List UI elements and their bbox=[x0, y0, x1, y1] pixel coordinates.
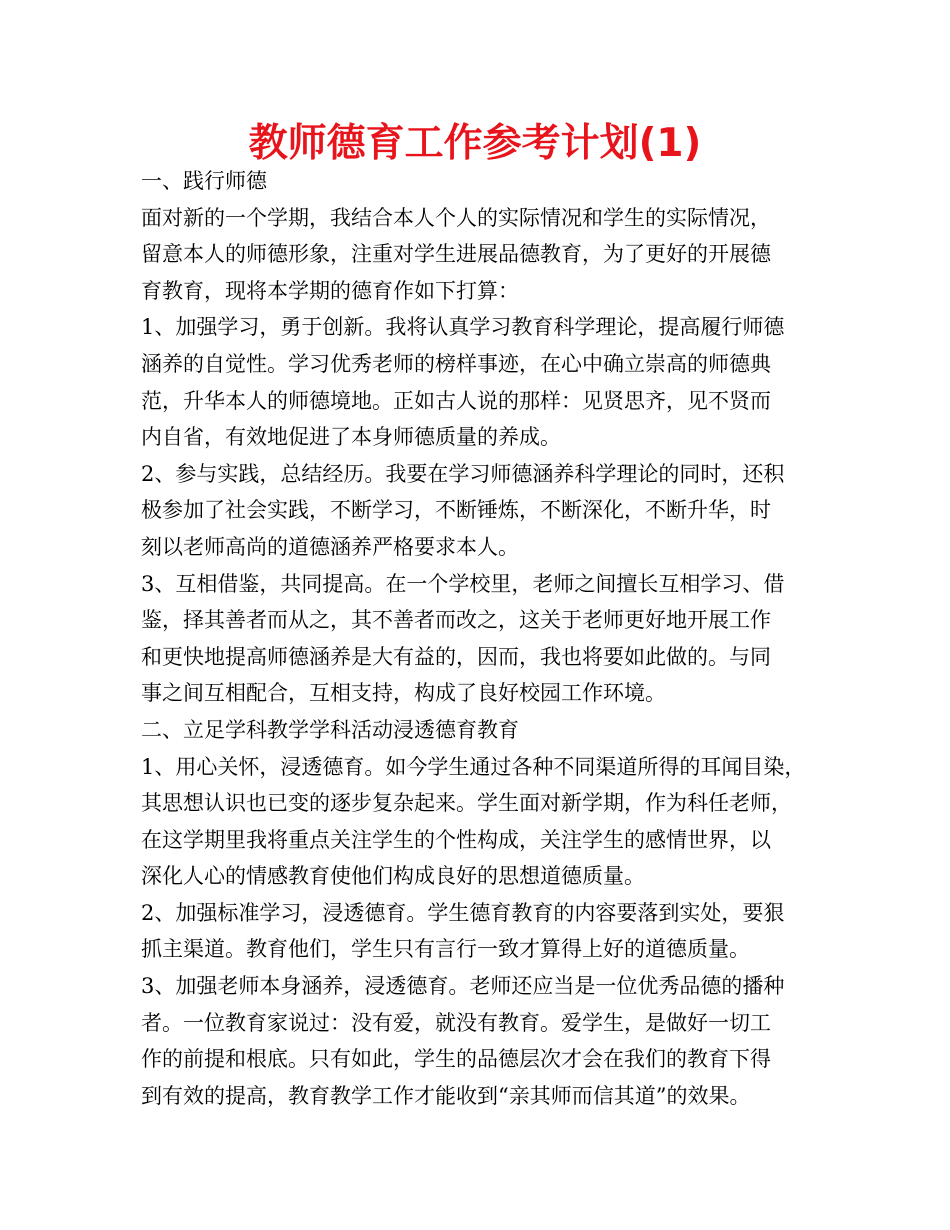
paragraph-line: 育教育，现将本学期的德育作如下打算： bbox=[141, 278, 519, 303]
paragraph-line: 范，升华本人的师德境地。正如古人说的那样：见贤思齐，见不贤而 bbox=[141, 388, 771, 413]
paragraph-line: 其思想认识也已变的逐步复杂起来。学生面对新学期，作为科任老师， bbox=[141, 791, 792, 816]
paragraph-line: 抓主渠道。教育他们，学生只有言行一致才算得上好的道德质量。 bbox=[141, 937, 750, 962]
paragraph-line: 内自省，有效地促进了本身师德质量的养成。 bbox=[141, 425, 561, 450]
paragraph-line: 3、互相借鉴，共同提高。在一个学校里，老师之间擅长互相学习、借 bbox=[141, 571, 785, 596]
document-title: 教师德育工作参考计划(1) bbox=[248, 121, 702, 166]
paragraph-line: 作的前提和根底。只有如此，学生的品德层次才会在我们的教育下得 bbox=[141, 1047, 771, 1072]
paragraph-line: 极参加了社会实践，不断学习，不断锤炼，不断深化，不断升华，时 bbox=[141, 498, 771, 523]
paragraph-line: 事之间互相配合，互相支持，构成了良好校园工作环境。 bbox=[141, 681, 666, 706]
paragraph-line: 到有效的提高，教育教学工作才能收到“亲其师而信其道”的效果。 bbox=[141, 1083, 751, 1108]
paragraph-line: 2、加强标准学习，浸透德育。学生德育教育的内容要落到实处，要狠 bbox=[141, 900, 785, 925]
paragraph-line: 1、用心关怀，浸透德育。如今学生通过各种不同渠道所得的耳闻目染， bbox=[141, 754, 806, 779]
paragraph-line: 者。一位教育家说过：没有爱，就没有教育。爱学生，是做好一切工 bbox=[141, 1010, 771, 1035]
document-body bbox=[141, 163, 821, 1114]
paragraph-line: 涵养的自觉性。学习优秀老师的榜样事迹，在心中确立崇高的师德典 bbox=[141, 351, 771, 376]
paragraph-line: 1、加强学习，勇于创新。我将认真学习教育科学理论，提高履行师德 bbox=[141, 315, 785, 340]
paragraph-line: 面对新的一个学期，我结合本人个人的实际情况和学生的实际情况， bbox=[141, 205, 771, 230]
paragraph-line: 刻以老师高尚的道德涵养严格要求本人。 bbox=[141, 534, 519, 559]
paragraph-line: 3、加强老师本身涵养，浸透德育。老师还应当是一位优秀品德的播种 bbox=[141, 974, 785, 999]
paragraph-line: 鉴，择其善者而从之，其不善者而改之，这关于老师更好地开展工作 bbox=[141, 608, 771, 633]
paragraph-line: 2、参与实践，总结经历。我要在学习师德涵养科学理论的同时，还积 bbox=[141, 461, 785, 486]
paragraph-line: 深化人心的情感教育使他们构成良好的思想道德质量。 bbox=[141, 864, 645, 889]
paragraph-line: 和更快地提高师德涵养是大有益的，因而，我也将要如此做的。与同 bbox=[141, 644, 771, 669]
paragraph-line: 在这学期里我将重点关注学生的个性构成，关注学生的感情世界，以 bbox=[141, 827, 771, 852]
paragraph-line: 留意本人的师德形象，注重对学生进展品德教育，为了更好的开展德 bbox=[141, 242, 771, 267]
section-heading: 一、践行师德 bbox=[141, 169, 267, 193]
section-heading: 二、立足学科教学学科活动浸透德育教育 bbox=[141, 717, 519, 742]
